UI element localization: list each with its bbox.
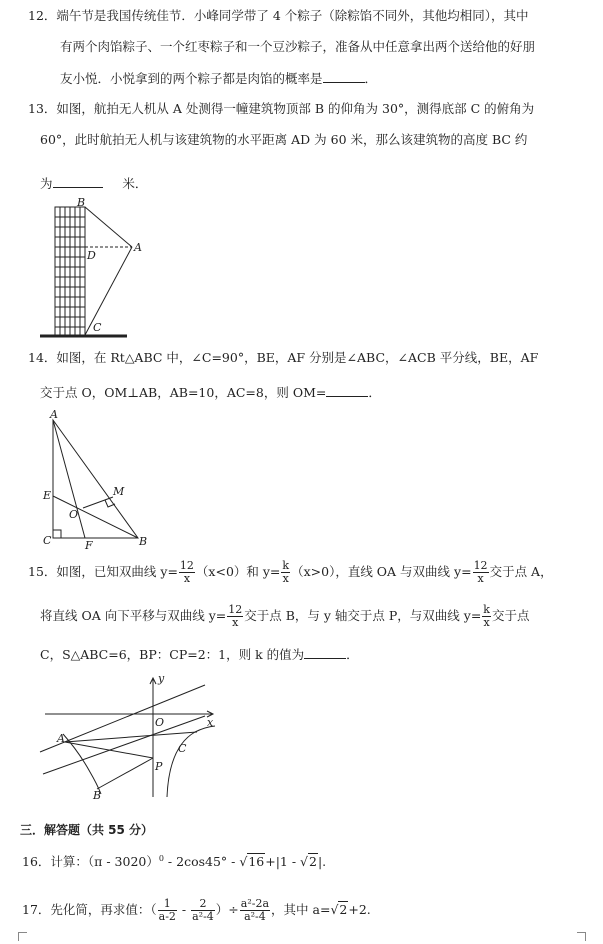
numerator: a²-2a bbox=[240, 897, 270, 910]
corner-mark-left bbox=[18, 932, 27, 941]
q13-line3-pre: 为 bbox=[40, 176, 53, 191]
q14-answer-blank[interactable] bbox=[326, 384, 368, 397]
q15-figure bbox=[35, 672, 225, 806]
q13-figure bbox=[35, 195, 175, 349]
q16-line bbox=[22, 851, 326, 870]
q15-line1-b: （x<0）和 y= bbox=[195, 564, 281, 579]
q15-line3-text: C，S△ABC=6，BP：CP=2：1，则 k 的值为 bbox=[40, 647, 305, 662]
fraction bbox=[240, 898, 270, 923]
denominator: a²-4 bbox=[192, 910, 214, 923]
numerator: 12 bbox=[228, 603, 243, 616]
q15-line1 bbox=[28, 560, 553, 585]
label-c: C bbox=[178, 742, 187, 755]
fraction bbox=[227, 604, 243, 629]
q13-diagram bbox=[35, 195, 175, 345]
numerator: 1 bbox=[158, 898, 177, 911]
q14-figure bbox=[35, 408, 155, 557]
divide-sign: ）÷ bbox=[215, 902, 239, 917]
label-x: x bbox=[207, 716, 214, 729]
fraction bbox=[482, 604, 491, 629]
q12-line2: 有两个肉馅粽子、一个红枣粽子和一个豆沙粽子，准备从中任意拿出两个送给他的好朋 bbox=[60, 39, 536, 54]
q14-line2 bbox=[40, 384, 381, 401]
label-f: F bbox=[85, 539, 93, 552]
q15-line1-d: 交于点 A， bbox=[489, 564, 553, 579]
numerator: k bbox=[483, 603, 490, 616]
label-a: A bbox=[50, 408, 58, 421]
q13-line2: 60°，此时航拍无人机与该建筑物的水平距离 AD 为 60 米，那么该建筑物的高度 BC 约 bbox=[40, 132, 528, 147]
fraction bbox=[281, 560, 290, 585]
label-y: y bbox=[158, 672, 165, 685]
label-a: A bbox=[57, 732, 65, 745]
numerator: 2 bbox=[191, 898, 215, 911]
q12-answer-blank[interactable] bbox=[323, 70, 365, 83]
label-m: M bbox=[113, 485, 125, 498]
q12-line3-end: ． bbox=[364, 71, 378, 86]
label-a: A bbox=[134, 241, 142, 254]
label-b: B bbox=[93, 789, 102, 802]
label-o: O bbox=[155, 716, 165, 729]
q13-answer-blank[interactable] bbox=[53, 175, 103, 188]
numerator: k bbox=[282, 559, 290, 572]
q14-line2-end: ． bbox=[368, 385, 381, 400]
label-c: C bbox=[93, 321, 102, 334]
q12-line1: 12．端午节是我国传统佳节．小峰同学带了 4 个粽子（除粽馅不同外，其他均相同），其中 bbox=[28, 8, 529, 23]
minus-sign: - bbox=[177, 902, 191, 917]
q17-pre: 17．先化简，再求值：（ bbox=[22, 902, 157, 917]
q16-mid2: +|1 - bbox=[265, 854, 301, 870]
q15-line3-end: ． bbox=[346, 647, 359, 662]
sqrt-symbol: √ bbox=[239, 854, 248, 870]
q15-line2 bbox=[40, 604, 529, 629]
q15-answer-blank[interactable] bbox=[304, 646, 346, 659]
denominator: x bbox=[232, 616, 239, 629]
q14-diagram bbox=[35, 408, 155, 553]
denominator: x bbox=[483, 616, 490, 629]
q12-line3 bbox=[60, 70, 377, 87]
denominator: x bbox=[282, 572, 289, 585]
label-d: D bbox=[87, 249, 96, 262]
label-e: E bbox=[43, 489, 52, 502]
denominator: a²-4 bbox=[244, 910, 266, 923]
q15-line1-c: （x>0），直线 OA 与双曲线 y= bbox=[291, 564, 472, 579]
label-b: B bbox=[77, 196, 86, 209]
q17-post: ，其中 a= bbox=[271, 902, 331, 917]
fraction bbox=[473, 560, 489, 585]
sqrt-symbol: √ bbox=[300, 854, 308, 870]
q16-mid: - 2cos45° - bbox=[163, 854, 240, 870]
q15-line3 bbox=[40, 646, 359, 663]
radicand: 2 bbox=[309, 854, 317, 870]
exponent: 0 bbox=[158, 854, 164, 863]
fraction bbox=[179, 560, 195, 585]
numerator: 12 bbox=[179, 559, 194, 572]
denominator: a-2 bbox=[158, 910, 176, 923]
q13-line3-post: 米． bbox=[122, 176, 148, 191]
section-heading: 三．解答题（共 55 分） bbox=[20, 823, 154, 837]
label-p: P bbox=[155, 760, 163, 773]
fraction bbox=[191, 898, 215, 923]
sqrt-symbol: √ bbox=[330, 902, 339, 917]
q14-line1: 14．如图，在 Rt△ABC 中，∠C=90°，BE，AF 分别是∠ABC，∠ACB 平分线，BE，AF bbox=[28, 350, 539, 365]
q13-line3 bbox=[40, 175, 147, 192]
corner-mark-right bbox=[577, 932, 586, 941]
radicand: 2 bbox=[339, 902, 348, 917]
label-b: B bbox=[139, 535, 148, 548]
denominator: x bbox=[183, 572, 191, 585]
q15-line2-c: 交于点 bbox=[491, 608, 530, 623]
q15-line2-a: 将直线 OA 向下平移与双曲线 y= bbox=[40, 608, 227, 623]
hyperbola-right bbox=[167, 726, 215, 797]
q15-line1-a: 15．如图，已知双曲线 y= bbox=[28, 564, 178, 579]
q17-tail: +2. bbox=[348, 902, 371, 917]
label-o: O bbox=[69, 508, 79, 521]
q12-line3-text: 友小悦．小悦拿到的两个粽子都是肉馅的概率是 bbox=[60, 71, 323, 86]
q15-diagram bbox=[35, 672, 225, 802]
q14-line2-text: 交于点 O，OM⊥AB，AB=10，AC=8，则 OM= bbox=[40, 385, 327, 400]
radicand: 16 bbox=[248, 854, 265, 870]
q16-pre: 16．计算：（π - 3020） bbox=[22, 854, 159, 870]
numerator: 12 bbox=[473, 559, 488, 572]
q13-line1: 13．如图，航拍无人机从 A 处测得一幢建筑物顶部 B 的仰角为 30°，测得底部 C 的俯角为 bbox=[28, 101, 535, 116]
fraction bbox=[158, 898, 177, 923]
label-c: C bbox=[43, 534, 52, 547]
q15-line2-b: 交于点 B，与 y 轴交于点 P，与双曲线 y= bbox=[244, 608, 482, 623]
q17-line bbox=[22, 898, 371, 923]
denominator: x bbox=[477, 572, 484, 585]
q16-end: |. bbox=[317, 854, 327, 870]
